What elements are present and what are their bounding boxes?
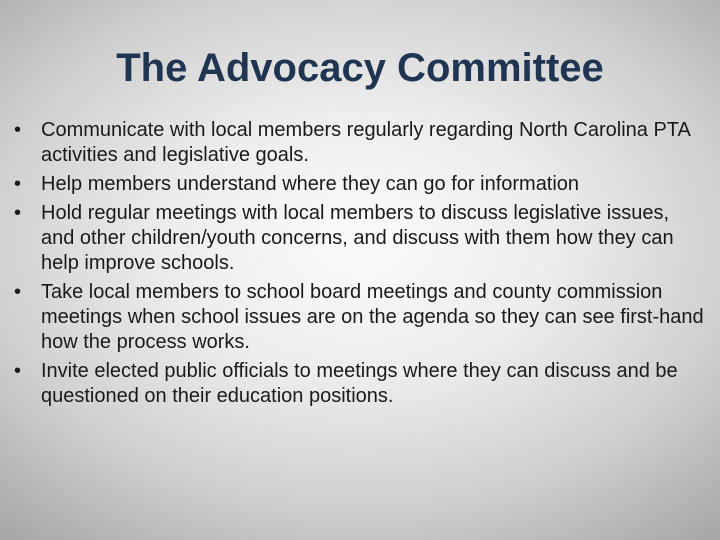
bullet-text: Take local members to school board meetings and county commission meetings when school issues are on the agenda so they can see first-hand how the process works. (41, 281, 704, 353)
bullet-icon: • (14, 360, 22, 382)
slide-title: The Advocacy Committee (116, 46, 604, 90)
bullet-icon: • (14, 173, 22, 195)
bullet-text: Communicate with local members regularly regarding North Carolina PTA activities and legislative goals. (41, 119, 690, 166)
bullet-list (14, 118, 704, 413)
bullet-icon: • (14, 202, 22, 224)
list-item (14, 280, 704, 355)
list-item (14, 359, 704, 409)
list-item (14, 172, 704, 197)
bullet-icon: • (14, 281, 22, 303)
bullet-text: Help members understand where they can go for information (41, 173, 580, 195)
bullet-text: Hold regular meetings with local members to discuss legislative issues, and other children/youth concerns, and discuss with them how they can help improve schools. (41, 202, 674, 274)
bullet-text: Invite elected public officials to meetings where they can discuss and be questioned on their education positions. (41, 360, 678, 407)
bullet-icon: • (14, 119, 22, 141)
list-item (14, 118, 704, 168)
list-item (14, 201, 704, 276)
